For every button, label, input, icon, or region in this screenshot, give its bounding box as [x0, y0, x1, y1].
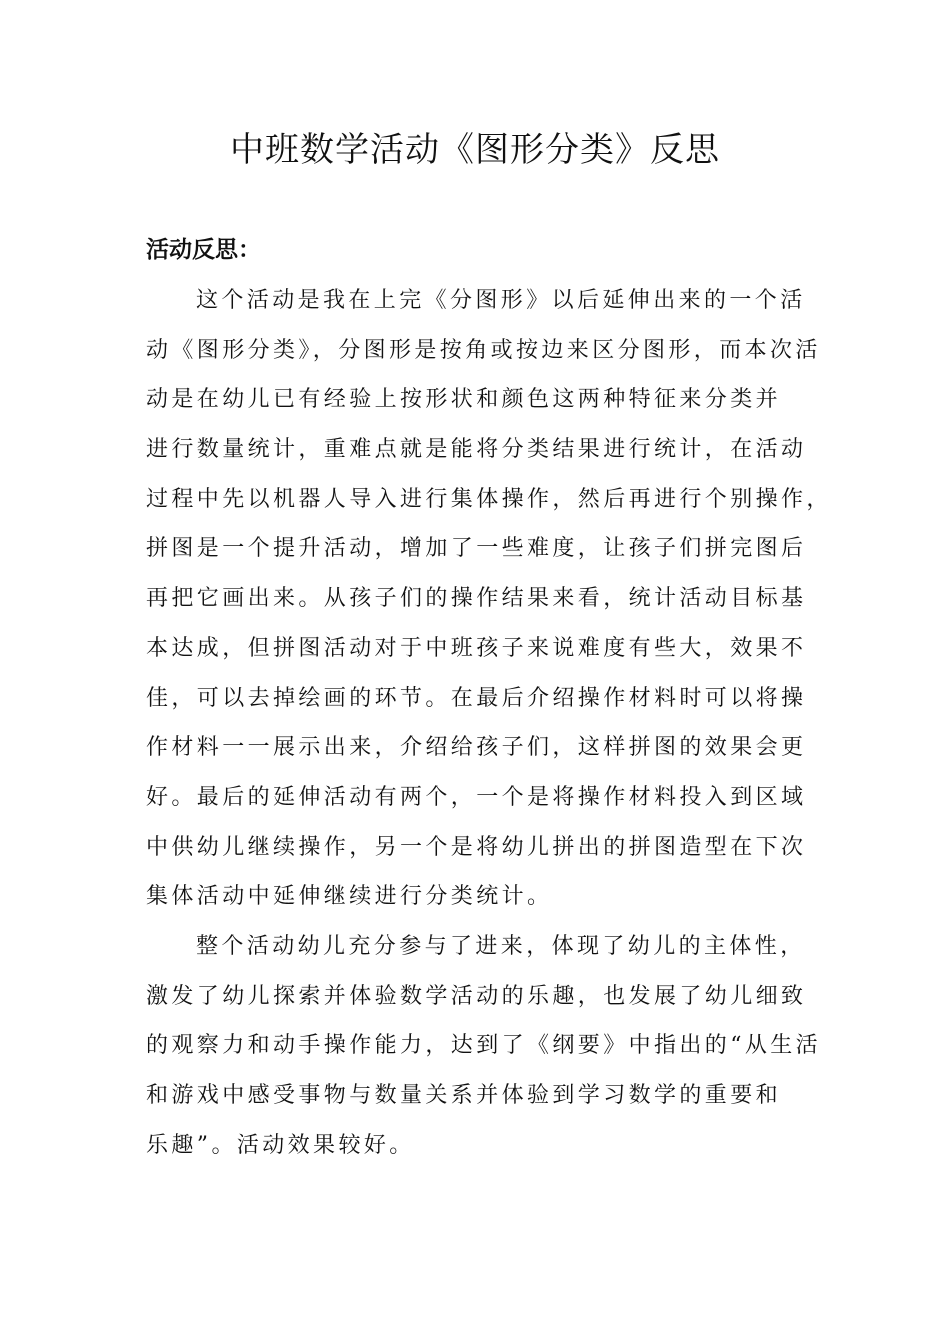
paragraph-line: 过程中先以机器人导入进行集体操作，然后再进行个别操作，: [146, 486, 832, 512]
paragraph-line: 这个活动是我在上完《分图形》以后延伸出来的一个活: [196, 288, 806, 313]
paragraph-2: [146, 922, 822, 1170]
paragraph-line: 好。最后的延伸活动有两个，一个是将操作材料投入到区域: [146, 784, 807, 810]
paragraph-line: 动是在幼儿已有经验上按形状和颜色这两种特征来分类并: [146, 387, 782, 413]
paragraph-line: 动《图形分类》，分图形是按角或按边来区分图形，而本次活: [146, 337, 821, 363]
paragraph-line: 本达成，但拼图活动对于中班孩子来说难度有些大，效果不: [146, 635, 807, 661]
paragraph-line: 的观察力和动手操作能力，达到了《纲要》中指出的“从生活: [146, 1033, 822, 1059]
paragraph-line: 整个活动幼儿充分参与了进来，体现了幼儿的主体性，: [196, 934, 806, 959]
paragraph-line: 乐趣”。活动效果较好。: [146, 1132, 415, 1158]
document-title: 中班数学活动《图形分类》反思: [230, 130, 720, 170]
paragraph-line: 中供幼儿继续操作，另一个是将幼儿拼出的拼图造型在下次: [146, 834, 807, 860]
paragraph-line: 佳，可以去掉绘画的环节。在最后介绍操作材料时可以将操: [146, 685, 807, 711]
paragraph-line: 激发了幼儿探索并体验数学活动的乐趣，也发展了幼儿细致: [146, 983, 807, 1009]
paragraph-line: 和游戏中感受事物与数量关系并体验到学习数学的重要和: [146, 1083, 782, 1109]
paragraph-1: [146, 276, 832, 922]
paragraph-line: 拼图是一个提升活动，增加了一些难度，让孩子们拼完图后: [146, 536, 807, 562]
paragraph-line: 集体活动中延伸继续进行分类统计。: [146, 884, 553, 910]
section-heading: 活动反思：: [146, 237, 261, 263]
paragraph-line: 作材料一一展示出来，介绍给孩子们，这样拼图的效果会更: [146, 735, 807, 761]
paragraph-line: 进行数量统计，重难点就是能将分类结果进行统计，在活动: [146, 437, 807, 463]
paragraph-line: 再把它画出来。从孩子们的操作结果来看，统计活动目标基: [146, 586, 807, 612]
